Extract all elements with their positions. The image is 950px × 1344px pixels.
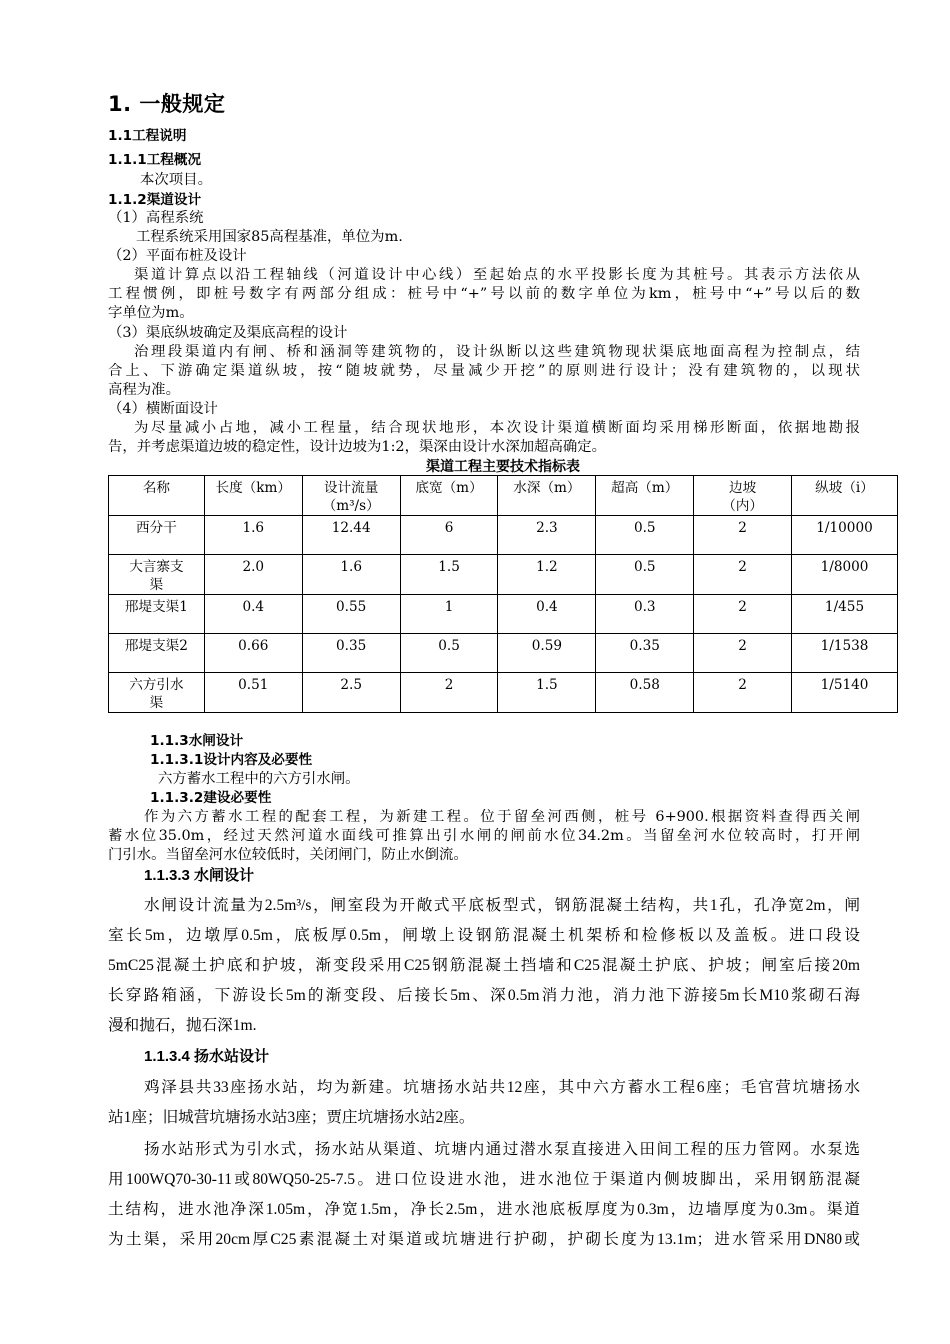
table-cell-line: 水深（m） — [513, 480, 581, 496]
table-row — [109, 516, 898, 555]
table-cell — [109, 555, 205, 595]
table-cell: 0.5 — [596, 516, 694, 555]
table-cell: 2.0 — [204, 555, 302, 595]
table-cell — [596, 476, 694, 516]
table-cell: 0.51 — [204, 673, 302, 713]
table-cell: 12.44 — [302, 516, 400, 555]
need-text-line-2: 蓄水位35.0m，经过天然河道水面线可推算出引水闸的闸前水位34.2m。当留垒河水位较高时，打开闸 — [108, 828, 860, 844]
table-cell: 0.59 — [498, 634, 596, 673]
cross-text-line-1: 为尽量减小占地，减小工程量，结合现状地形，本次设计渠道横断面均采用梯形断面，依据地勘报 — [134, 420, 860, 436]
table-cell: 2 — [694, 673, 792, 713]
table-cell: 2.3 — [498, 516, 596, 555]
gate-text-line-4: 长穿路箱涵，下游设长5m的渐变段、后接长5m、深0.5m消力池，消力池下游接5m长M10浆砌石海 — [108, 987, 860, 1004]
table-row — [109, 555, 898, 595]
table-cell: 2 — [694, 634, 792, 673]
cross-text-line-2: 告，并考虑渠道边坡的稳定性，设计边坡为1:2，渠深由设计水深加超高确定。 — [108, 439, 607, 455]
pump-text-line-1: 鸡泽县共33座扬水站，均为新建。坑塘扬水站共12座，其中六方蓄水工程6座；毛官营坑塘扬水 — [144, 1079, 860, 1096]
gate-text-line-5: 漫和抛石，抛石深1m. — [108, 1017, 257, 1034]
table-cell-line: 名称 — [142, 480, 170, 496]
pump-text-line-2: 站1座；旧城营坑塘扬水站3座；贾庄坑塘扬水站2座。 — [108, 1109, 475, 1126]
table-cell — [400, 476, 498, 516]
table-cell: 0.4 — [204, 595, 302, 634]
subsection-1-1-1: 1.1.1工程概况 — [108, 152, 202, 168]
table-cell — [109, 476, 205, 516]
subsection-1-1-3-4: 1.1.3.4 扬水站设计 — [144, 1048, 270, 1065]
table-cell-line: 超高（m） — [611, 480, 679, 496]
subsection-1-1: 1.1工程说明 — [108, 128, 187, 144]
stake-text-line-2: 工程惯例，即桩号数字有两部分组成：桩号中“+”号以前的数字单位为km，桩号中“+”号以后的数 — [108, 286, 860, 302]
table-cell-line: 大言寨支 — [129, 559, 184, 575]
table-row — [109, 595, 898, 634]
subsection-1-1-3: 1.1.3水闸设计 — [150, 733, 244, 749]
pump-text-line-4: 用100WQ70-30-11或80WQ50-25-7.5。进口位设进水池，进水池位于渠道内侧坡脚出，采用钢筋混凝 — [108, 1171, 860, 1188]
slope-text-line-1: 治理段渠道内有闸、桥和涵洞等建筑物的，设计纵断以这些建筑物现状渠底地面高程为控制点，结 — [134, 344, 860, 360]
pump-text-line-6: 为土渠，采用20cm厚C25素混凝土对渠道或坑塘进行护砌，护砌长度为13.1m；进水管采用DN80或 — [108, 1231, 860, 1248]
table-cell — [109, 516, 205, 555]
table-cell: 1 — [400, 595, 498, 634]
table-cell: 1/8000 — [792, 555, 898, 595]
table-cell: 0.4 — [498, 595, 596, 634]
table-cell: 2.5 — [302, 673, 400, 713]
table-cell — [302, 476, 400, 516]
elevation-text: 工程系统采用国家85高程基准，单位为m. — [136, 229, 403, 245]
table-cell — [204, 476, 302, 516]
subsection-1-1-3-2: 1.1.3.2建设必要性 — [150, 790, 272, 806]
table-cell — [109, 673, 205, 713]
subsection-1-1-2: 1.1.2渠道设计 — [108, 192, 202, 208]
table-cell: 0.66 — [204, 634, 302, 673]
table-cell-line: 渠 — [149, 577, 164, 593]
table-cell: 0.35 — [596, 634, 694, 673]
table-cell: 1.6 — [302, 555, 400, 595]
table-cell-line: 六方引水 — [129, 677, 184, 693]
subsection-1-1-3-3: 1.1.3.3 水闸设计 — [144, 867, 255, 884]
pump-text-line-5: 土结构，进水池净深1.05m，净宽1.5m，净长2.5m，进水池底板厚度为0.3m，边墙厚度为0.3m。渠道 — [108, 1201, 860, 1218]
item-slope-design: （3）渠底纵坡确定及渠底高程的设计 — [108, 325, 348, 341]
item-elevation-system: （1）高程系统 — [108, 210, 204, 226]
table-cell: 0.5 — [400, 634, 498, 673]
table-cell: 1/1538 — [792, 634, 898, 673]
need-text-line-3: 门引水。当留垒河水位较低时，关闭闸门，防止水倒流。 — [108, 847, 468, 863]
table-cell: 0.3 — [596, 595, 694, 634]
gate-text-line-1: 水闸设计流量为2.5m³/s，闸室段为开敞式平底板型式，钢筋混凝土结构，共1孔，孔净宽2m，闸 — [144, 897, 860, 914]
table-cell — [109, 634, 205, 673]
table-title: 渠道工程主要技术指标表 — [426, 459, 580, 475]
table-cell — [109, 595, 205, 634]
stake-text-line-1: 渠道计算点以沿工程轴线（河道设计中心线）至起始点的水平投影长度为其桩号。其表示方法依从 — [134, 267, 860, 283]
table-cell: 6 — [400, 516, 498, 555]
table-cell: 2 — [694, 595, 792, 634]
stake-text-line-3: 字单位为m。 — [108, 305, 194, 321]
table-cell — [498, 476, 596, 516]
pump-text-line-3: 扬水站形式为引水式，扬水站从渠道、坑塘内通过潜水泵直接进入田间工程的压力管网。水泵选 — [144, 1141, 860, 1158]
table-cell: 1/5140 — [792, 673, 898, 713]
table-cell-line: 渠 — [149, 695, 164, 711]
overview-text: 本次项目。 — [140, 172, 212, 188]
table-row — [109, 673, 898, 713]
table-cell-line: （m³/s） — [322, 498, 380, 514]
table-cell-line: 纵坡（i） — [815, 480, 874, 496]
item-cross-section: （4）横断面设计 — [108, 401, 218, 417]
content-text: 六方蓄水工程中的六方引水闸。 — [158, 771, 360, 787]
table-cell-line: 设计流量 — [323, 480, 379, 496]
table-cell-line: 边坡 — [729, 480, 757, 496]
canal-spec-table — [108, 475, 898, 713]
table-cell: 2 — [400, 673, 498, 713]
table-cell-line: （内） — [722, 498, 763, 514]
slope-text-line-2: 合上、下游确定渠道纵坡，按“随坡就势，尽量减少开挖”的原则进行设计；没有建筑物的，以现状 — [108, 363, 860, 379]
table-cell: 0.55 — [302, 595, 400, 634]
subsection-1-1-3-1: 1.1.3.1设计内容及必要性 — [150, 752, 313, 768]
table-cell — [694, 476, 792, 516]
table-cell — [792, 476, 898, 516]
table-row — [109, 634, 898, 673]
table-cell: 1.6 — [204, 516, 302, 555]
need-text-line-1: 作为六方蓄水工程的配套工程，为新建工程。位于留垒河西侧，桩号 6+900.根据资料查得西关闸 — [144, 809, 860, 825]
gate-text-line-2: 室长5m，边墩厚0.5m，底板厚0.5m，闸墩上设钢筋混凝土机架桥和检修板以及盖板。进口段设 — [108, 927, 860, 944]
table-cell-line: 邢堤支渠1 — [124, 599, 188, 615]
table-cell: 2 — [694, 516, 792, 555]
table-cell: 1.2 — [498, 555, 596, 595]
table-cell: 2 — [694, 555, 792, 595]
table-cell-line: 邢堤支渠2 — [124, 638, 188, 654]
table-cell-line: 西分干 — [136, 520, 177, 536]
table-cell: 1.5 — [400, 555, 498, 595]
table-cell-line: 底宽（m） — [415, 480, 483, 496]
table-cell: 1/455 — [792, 595, 898, 634]
table-header-row — [109, 476, 898, 516]
slope-text-line-3: 高程为准。 — [108, 382, 180, 398]
item-stake-layout: （2）平面布桩及设计 — [108, 248, 247, 264]
section-heading: 1. 一般规定 — [108, 92, 226, 116]
table-cell: 1.5 — [498, 673, 596, 713]
table-cell: 1/10000 — [792, 516, 898, 555]
table-cell: 0.5 — [596, 555, 694, 595]
table-cell: 0.58 — [596, 673, 694, 713]
gate-text-line-3: 5mC25混凝土护底和护坡，渐变段采用C25钢筋混凝土挡墙和C25混凝土护底、护坡；闸室后接20m — [108, 957, 860, 974]
table-cell: 0.35 — [302, 634, 400, 673]
table-cell-line: 长度（km） — [215, 480, 292, 496]
